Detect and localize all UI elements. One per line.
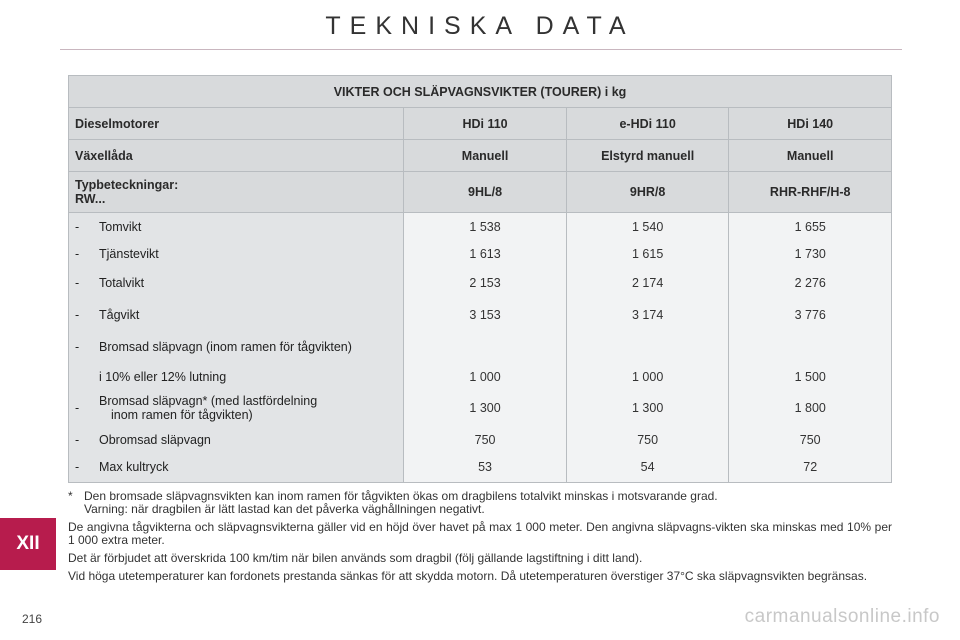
list-item: [75, 363, 397, 390]
cell-value: 3 776: [794, 308, 826, 322]
footnote-star-line1: Den bromsade släpvagnsvikten kan inom ramen för tågvikten ökas om dragbilens totalvikt minskas i motsvarande grad.: [84, 489, 718, 503]
footnote-marker: *: [68, 489, 73, 503]
row-label: Max kultryck: [99, 459, 169, 474]
gearbox-col-1: Manuell: [404, 140, 567, 172]
type-col-2: 9HR/8: [566, 172, 729, 213]
cell-value: 3 174: [631, 308, 664, 322]
table-caption: VIKTER OCH SLÄPVAGNSVIKTER (TOURER) i kg: [69, 76, 892, 108]
title-divider: [60, 49, 902, 50]
list-item: - Obromsad släpvagn: [75, 426, 397, 453]
cell-value: 54: [640, 459, 655, 474]
weights-table: [68, 75, 892, 483]
cell-value: [410, 331, 560, 363]
cell-value: 1 000: [631, 369, 664, 384]
footnote-star: [68, 490, 892, 516]
row-label: i 10% eller 12% lutning: [99, 369, 227, 384]
cell-value: [573, 331, 723, 363]
cell-value: 750: [799, 432, 821, 447]
row-label: Tågvikt: [99, 308, 140, 322]
values-ehdi110: [566, 213, 729, 483]
gearbox-row: [69, 140, 892, 172]
values-hdi140: [729, 213, 892, 483]
cell-value: 1 538: [469, 219, 501, 234]
footnote-altitude: De angivna tågvikterna och släpvagnsvikterna gäller vid en höjd över havet på max 1 000 meter. Den angivna släpvagns-vikten ska minskas med 10% per 1 000 extra meter.: [68, 520, 892, 547]
cell-value: 2 153: [469, 276, 501, 290]
engines-label: Dieselmotorer: [69, 108, 404, 140]
footnote-temperature: Vid höga utetemperaturer kan fordonets prestanda sänkas för att skydda motorn. Då utetemperaturen överstiger 37°C ska släpvagnsvikten begränsas.: [68, 569, 868, 583]
cell-value: 1 800: [794, 401, 826, 415]
cell-value: [735, 331, 885, 363]
table-caption-row: [69, 76, 892, 108]
cell-value: 1 613: [469, 246, 501, 261]
row-label: Totalvikt: [99, 276, 145, 290]
page-title: TEKNISKA DATA: [325, 12, 635, 40]
cell-value: 2 174: [631, 276, 664, 290]
cell-value: 53: [478, 459, 493, 474]
cell-value: 1 300: [469, 401, 501, 415]
footnotes: [68, 490, 892, 588]
list-item: - Tjänstevikt: [75, 240, 397, 267]
cell-value: 1 300: [631, 401, 664, 415]
cell-value: 1 730: [794, 246, 826, 261]
cell-value: 3 153: [469, 308, 501, 322]
cell-value: 1 000: [469, 369, 501, 384]
types-label: [69, 172, 404, 213]
list-item: - Tomvikt: [75, 213, 397, 240]
list-item: - Bromsad släpvagn (inom ramen för tågvikten): [75, 331, 397, 363]
cell-value: 2 276: [794, 276, 826, 290]
cell-value: 1 655: [794, 219, 826, 234]
values-hdi110: [404, 213, 567, 483]
row-label: Bromsad släpvagn (inom ramen för tågvikten): [99, 340, 352, 354]
cell-value: 1 500: [794, 369, 826, 384]
watermark: carmanualsonline.info: [744, 606, 940, 627]
list-item: - Bromsad släpvagn* (med lastfördelning inom ramen för tågvikten): [75, 390, 397, 426]
type-col-3: RHR-RHF/H-8: [729, 172, 892, 213]
engine-col-3: HDi 140: [729, 108, 892, 140]
types-row: [69, 172, 892, 213]
list-item: - Tågvikt: [75, 299, 397, 331]
weights-body-row: [69, 213, 892, 483]
gearbox-col-2: Elstyrd manuell: [566, 140, 729, 172]
row-label: Tjänstevikt: [99, 246, 159, 261]
row-label: Tomvikt: [99, 219, 142, 234]
row-label: Obromsad släpvagn: [99, 432, 211, 447]
gearbox-col-3: Manuell: [729, 140, 892, 172]
cell-value: 72: [803, 459, 818, 474]
types-label-line1: Typbeteckningar:: [75, 178, 179, 192]
page-number: 216: [22, 612, 43, 626]
cell-value: 1 540: [631, 219, 664, 234]
types-label-line2: RW...: [75, 192, 106, 206]
weights-labels: [69, 213, 404, 483]
chapter-tab: XII: [0, 518, 56, 570]
gearbox-label: Växellåda: [69, 140, 404, 172]
footnote-star-line2: Varning: när dragbilen är lätt lastad kan det påverka väghållningen negativt.: [84, 502, 485, 516]
list-item: - Max kultryck: [75, 453, 397, 480]
cell-value: 750: [474, 432, 496, 447]
engine-col-1: HDi 110: [404, 108, 567, 140]
cell-value: 750: [637, 432, 659, 447]
type-col-1: 9HL/8: [404, 172, 567, 213]
row-label: Bromsad släpvagn* (med lastfördelning inom ramen för tågvikten): [99, 394, 318, 422]
list-item: - Totalvikt: [75, 267, 397, 299]
footnote-speed: Det är förbjudet att överskrida 100 km/tim när bilen används som dragbil (följ gällande lagstiftning i ditt land).: [68, 551, 643, 565]
cell-value: 1 615: [631, 246, 664, 261]
engine-col-2: e-HDi 110: [566, 108, 729, 140]
engines-row: [69, 108, 892, 140]
